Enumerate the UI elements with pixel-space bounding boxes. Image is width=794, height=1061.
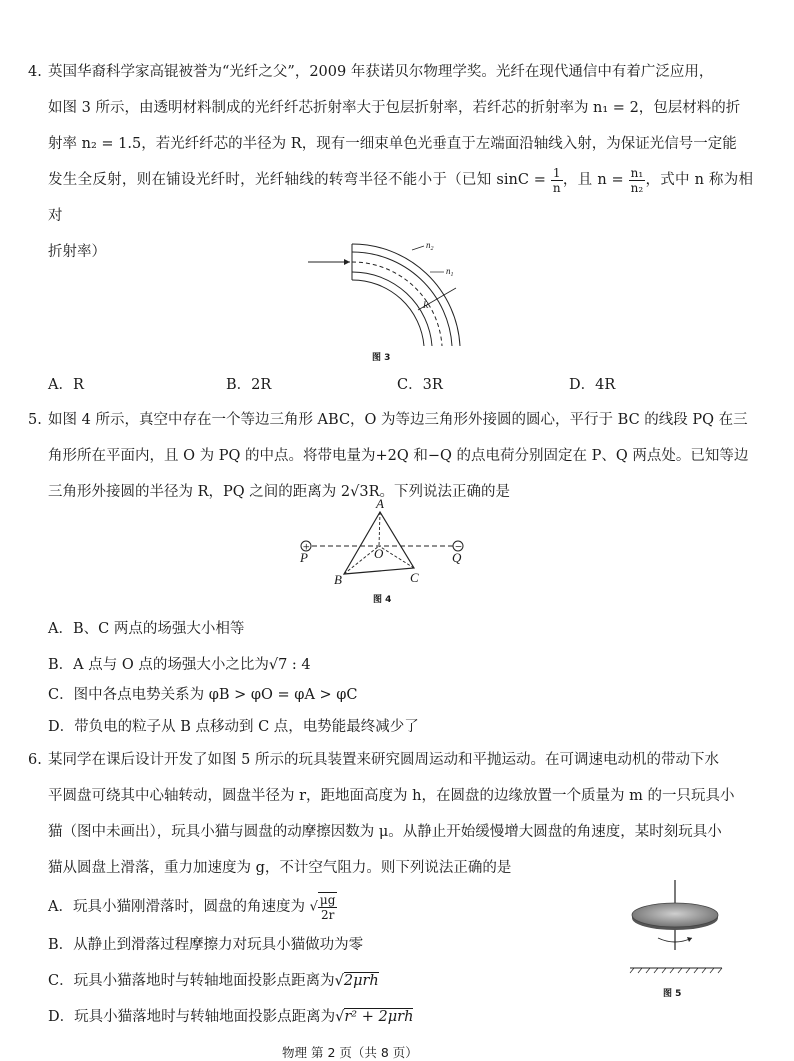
line-ao [379,512,380,546]
cladding-inner [352,280,424,346]
figure-3-optical-fiber [300,236,470,346]
q4-option-b[interactable]: B．2R [226,377,272,393]
ground-hatching [630,968,722,973]
line-co [379,546,414,568]
n-equals-text: ，且 n = [562,172,629,188]
question-6-line-3: 猫（图中未画出），玩具小猫与圆盘的动摩擦因数为 μ。从静止开始缓慢增大圆盘的角速度，某时刻玩具小 [48,824,722,840]
question-4-line-1 [28,54,753,90]
question-6-text: 某同学在课后设计开发了如图 5 所示的玩具装置来研究圆周运动和平抛运动。在可调速电动机的带动下水 [48,752,719,768]
radicand-denominator: 2r [320,908,335,922]
label-o: O [374,546,384,561]
figure-5-caption: 图 5 [663,989,682,999]
question-number: 4. [28,64,42,80]
page-footer: 物理 第 2 页（共 8 页） [282,1045,418,1060]
figure-4-triangle [290,496,490,588]
frac-numerator: n₁ [630,165,644,180]
minus-sign: − [454,542,463,553]
q4-option-a[interactable]: A．R [48,377,84,393]
question-5-text: 如图 4 所示，真空中存在一个等边三角形 ABC，O 为等边三角形外接圆的圆心，平行于 BC 的线段 PQ 在三 [48,412,748,428]
q5-option-b[interactable]: B．A 点与 O 点的场强大小之比为√7 : 4 [48,657,311,673]
figure-3-caption: 图 3 [372,353,391,363]
label-p: P [300,550,308,565]
fraction-n1-over-n2 [629,166,646,195]
label-b: B [334,572,342,587]
question-number: 6. [28,752,42,768]
label-a: A [376,496,384,511]
question-4-line-3: 射率 n₂ = 1.5，若光纤纤芯的半径为 R，现有一细束单色光垂直于左端面沿轴线入射，为保证光信号一定能 [48,136,737,152]
question-5-line-3: 三角形外接圆的半径为 R，PQ 之间的距离为 2√3R。下列说法正确的是 [48,484,510,500]
question-6-line-4: 猫从圆盘上滑落，重力加速度为 g，不计空气阻力。则下列说法正确的是 [48,860,512,876]
plus-sign: + [302,542,311,553]
sqrt-mu-g-over-2r: √ $\frac{\mu g}{2r}$ [309,893,336,922]
label-n2: $n_2$ [426,240,434,252]
sqrt-2-mu-r-h: √2μrh [334,973,379,989]
question-4-line-5: 折射率） [48,244,106,260]
radicand: 2μrh [343,973,379,989]
option-a-text: A．玩具小猫刚滑落时，圆盘的角速度为 [48,899,305,915]
frac-numerator: 1 [551,166,563,181]
frac-denominator: n [552,180,561,195]
ray-arrowhead-icon [344,259,350,265]
option-c-text: C．玩具小猫落地时与转轴地面投影点距离为 [48,973,335,989]
radicand: r² + 2μrh [344,1009,414,1025]
q5-option-c[interactable]: C．图中各点电势关系为 φB > φO = φA > φC [48,687,358,703]
label-r: R [423,300,429,310]
q6-option-b[interactable]: B．从静止到滑落过程摩擦力对玩具小猫做功为零 [48,937,364,953]
figure-4-caption: 图 4 [373,595,392,605]
option-d-text: D．玩具小猫落地时与转轴地面投影点距离为 [48,1009,336,1025]
q6-option-c[interactable] [48,970,379,992]
q5-option-a[interactable]: A．B、C 两点的场强大小相等 [48,621,245,637]
question-4-line-2: 如图 3 所示，由透明材料制成的光纤纤芯折射率大于包层折射率，若纤芯的折射率为 n₁ = 2，包层材料的折 [48,100,741,116]
figure-5-rotating-disk [626,876,726,981]
question-5-line-1 [28,402,753,438]
radicand-numerator: μg [319,893,336,907]
question-number: 5. [28,412,42,428]
fraction-one-over-n [551,166,563,195]
question-5 [28,402,753,510]
disk-top [632,903,718,927]
sqrt-r2-plus-2-mu-r-h: √r² + 2μrh [335,1009,414,1025]
question-4-line-4 [28,162,753,234]
q4-option-c[interactable]: C．3R [397,377,443,393]
label-q: Q [452,550,462,565]
question-4-text: 英国华裔科学家高锟被誉为“光纤之父”，2009 年获诺贝尔物理学奖。光纤在现代通信中有着广泛应用， [48,64,714,80]
sin-c-text: 发生全反射，则在铺设光纤时，光纤轴线的转弯半径不能小于（已知 sinC = [48,172,551,188]
label-n1: $n_1$ [446,266,454,278]
q4-option-d[interactable]: D．4R [569,377,616,393]
q6-option-d[interactable] [48,1006,413,1028]
question-5-line-2: 角形所在平面内，且 O 为 PQ 的中点。将带电量为+2Q 和−Q 的点电荷分别固定在 P、Q 两点处。已知等边 [48,448,749,464]
q6-option-a[interactable] [48,892,337,922]
q5-option-d[interactable]: D．带负电的粒子从 B 点移动到 C 点，电势能最终减少了 [48,719,419,735]
question-6-line-1 [28,742,753,778]
label-c: C [410,570,419,585]
question-6-line-2: 平圆盘可绕其中心轴转动，圆盘半径为 r，距地面高度为 h，在圆盘的边缘放置一个质量为 m 的一只玩具小 [48,788,735,804]
relative-index-text: ，式中 n 称为相对 [48,172,753,224]
n2-leader [412,246,424,250]
frac-denominator: n₂ [630,180,644,195]
question-6 [28,742,753,886]
